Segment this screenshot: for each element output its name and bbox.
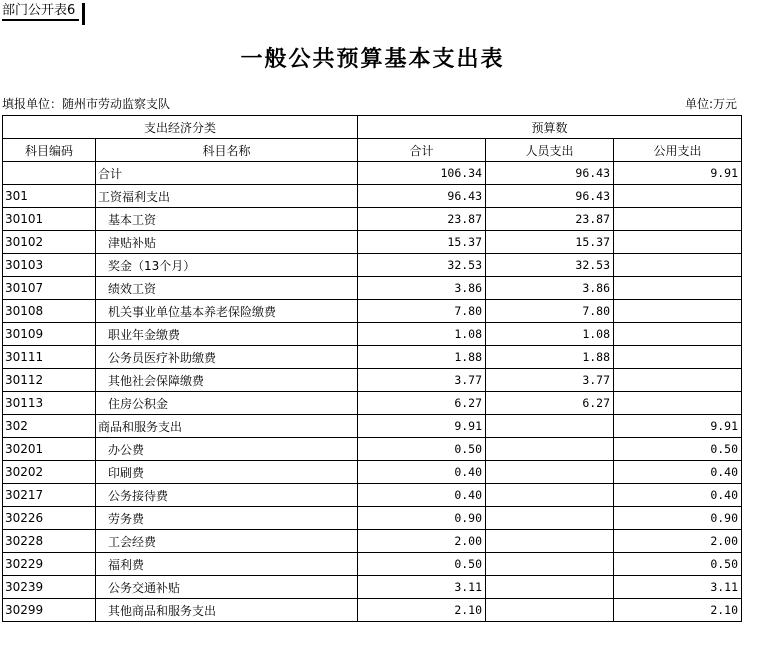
sheet-tab-text: 部门公开表6 (2, 3, 76, 18)
page-title: 一般公共预算基本支出表 (240, 46, 505, 72)
cell-total: 0.50 (358, 553, 486, 576)
cell-total: 1.08 (358, 323, 486, 346)
cell-personnel (486, 438, 614, 461)
sheet-tab-label (2, 3, 79, 21)
table-row (3, 392, 742, 415)
header-code: 科目编码 (3, 139, 96, 162)
cell-code: 30111 (3, 346, 96, 369)
cell-code: 30239 (3, 576, 96, 599)
cell-personnel (486, 415, 614, 438)
cell-total: 32.53 (358, 254, 486, 277)
cell-total: 0.90 (358, 507, 486, 530)
cell-personnel: 96.43 (486, 162, 614, 185)
cell-name: 机关事业单位基本养老保险缴费 (96, 300, 358, 323)
cell-public (614, 208, 742, 231)
cell-public (614, 185, 742, 208)
cell-personnel (486, 599, 614, 622)
cell-code: 30109 (3, 323, 96, 346)
cell-total: 96.43 (358, 185, 486, 208)
cell-public: 2.00 (614, 530, 742, 553)
cell-personnel: 15.37 (486, 231, 614, 254)
cell-name: 合计 (96, 162, 358, 185)
cell-public: 9.91 (614, 162, 742, 185)
reporting-unit: 填报单位：随州市劳动监察支队 (2, 97, 171, 111)
table-row (3, 323, 742, 346)
cell-total: 0.40 (358, 461, 486, 484)
cell-total: 0.40 (358, 484, 486, 507)
budget-table (2, 115, 742, 622)
table-row (3, 185, 742, 208)
cell-public: 0.50 (614, 438, 742, 461)
header-personnel: 人员支出 (486, 139, 614, 162)
cell-total: 9.91 (358, 415, 486, 438)
cell-code: 30108 (3, 300, 96, 323)
cursor-bar (82, 3, 85, 25)
cell-public (614, 346, 742, 369)
cell-personnel: 1.08 (486, 323, 614, 346)
table-row (3, 461, 742, 484)
cell-personnel (486, 461, 614, 484)
table-row (3, 530, 742, 553)
table-row (3, 208, 742, 231)
cell-code: 30113 (3, 392, 96, 415)
table-row (3, 507, 742, 530)
table-row (3, 553, 742, 576)
cell-total: 15.37 (358, 231, 486, 254)
table-row (3, 346, 742, 369)
cell-name: 福利费 (96, 553, 358, 576)
cell-total: 2.10 (358, 599, 486, 622)
cell-code: 30102 (3, 231, 96, 254)
cell-personnel (486, 530, 614, 553)
cell-personnel: 7.80 (486, 300, 614, 323)
cell-public (614, 277, 742, 300)
cell-name: 基本工资 (96, 208, 358, 231)
cell-name: 绩效工资 (96, 277, 358, 300)
cell-name: 公务接待费 (96, 484, 358, 507)
cell-name: 印刷费 (96, 461, 358, 484)
table-row (3, 415, 742, 438)
cell-code (3, 162, 96, 185)
cell-public (614, 254, 742, 277)
cell-public (614, 231, 742, 254)
cell-public: 9.91 (614, 415, 742, 438)
cell-personnel (486, 484, 614, 507)
cell-code: 30107 (3, 277, 96, 300)
cell-name: 工资福利支出 (96, 185, 358, 208)
table-row (3, 254, 742, 277)
header-budget-amount: 预算数 (358, 116, 742, 139)
header-row-columns (3, 139, 742, 162)
cell-code: 30202 (3, 461, 96, 484)
table-row (3, 231, 742, 254)
cell-personnel (486, 576, 614, 599)
cell-personnel (486, 507, 614, 530)
cell-total: 2.00 (358, 530, 486, 553)
cell-code: 30112 (3, 369, 96, 392)
header-row-group (3, 116, 742, 139)
table-row (3, 300, 742, 323)
cell-public (614, 369, 742, 392)
cell-name: 津贴补贴 (96, 231, 358, 254)
cell-personnel: 6.27 (486, 392, 614, 415)
cell-code: 30229 (3, 553, 96, 576)
header-total: 合计 (358, 139, 486, 162)
table-row (3, 484, 742, 507)
cell-total: 0.50 (358, 438, 486, 461)
header-name: 科目名称 (96, 139, 358, 162)
cell-personnel: 96.43 (486, 185, 614, 208)
cell-total: 3.77 (358, 369, 486, 392)
cell-name: 职业年金缴费 (96, 323, 358, 346)
cell-total: 3.11 (358, 576, 486, 599)
cell-code: 302 (3, 415, 96, 438)
cell-code: 30103 (3, 254, 96, 277)
cell-name: 公务交通补贴 (96, 576, 358, 599)
cell-name: 住房公积金 (96, 392, 358, 415)
table-row (3, 599, 742, 622)
cell-total: 23.87 (358, 208, 486, 231)
cell-name: 公务员医疗补助缴费 (96, 346, 358, 369)
table-row (3, 369, 742, 392)
cell-public (614, 323, 742, 346)
cell-name: 其他社会保障缴费 (96, 369, 358, 392)
currency-unit: 单位:万元 (684, 97, 737, 111)
table-row (3, 277, 742, 300)
cell-name: 奖金（13个月） (96, 254, 358, 277)
cell-public: 0.50 (614, 553, 742, 576)
cell-public (614, 300, 742, 323)
cell-total: 106.34 (358, 162, 486, 185)
cell-public: 0.90 (614, 507, 742, 530)
cell-code: 30299 (3, 599, 96, 622)
cell-personnel: 3.86 (486, 277, 614, 300)
cell-code: 30217 (3, 484, 96, 507)
cell-name: 其他商品和服务支出 (96, 599, 358, 622)
cell-code: 301 (3, 185, 96, 208)
table-row (3, 438, 742, 461)
cell-code: 30226 (3, 507, 96, 530)
cell-total: 7.80 (358, 300, 486, 323)
cell-total: 6.27 (358, 392, 486, 415)
cell-total: 1.88 (358, 346, 486, 369)
cell-name: 办公费 (96, 438, 358, 461)
cell-code: 30228 (3, 530, 96, 553)
cell-code: 30201 (3, 438, 96, 461)
header-public: 公用支出 (614, 139, 742, 162)
table-row (3, 576, 742, 599)
cell-personnel: 3.77 (486, 369, 614, 392)
cell-name: 工会经费 (96, 530, 358, 553)
cell-name: 商品和服务支出 (96, 415, 358, 438)
header-economic-class: 支出经济分类 (3, 116, 358, 139)
cell-public (614, 392, 742, 415)
cell-name: 劳务费 (96, 507, 358, 530)
cell-public: 0.40 (614, 461, 742, 484)
cell-public: 0.40 (614, 484, 742, 507)
cell-personnel (486, 553, 614, 576)
cell-code: 30101 (3, 208, 96, 231)
cell-total: 3.86 (358, 277, 486, 300)
cell-personnel: 32.53 (486, 254, 614, 277)
table-row (3, 162, 742, 185)
cell-personnel: 23.87 (486, 208, 614, 231)
cell-public: 2.10 (614, 599, 742, 622)
cell-personnel: 1.88 (486, 346, 614, 369)
cell-public: 3.11 (614, 576, 742, 599)
